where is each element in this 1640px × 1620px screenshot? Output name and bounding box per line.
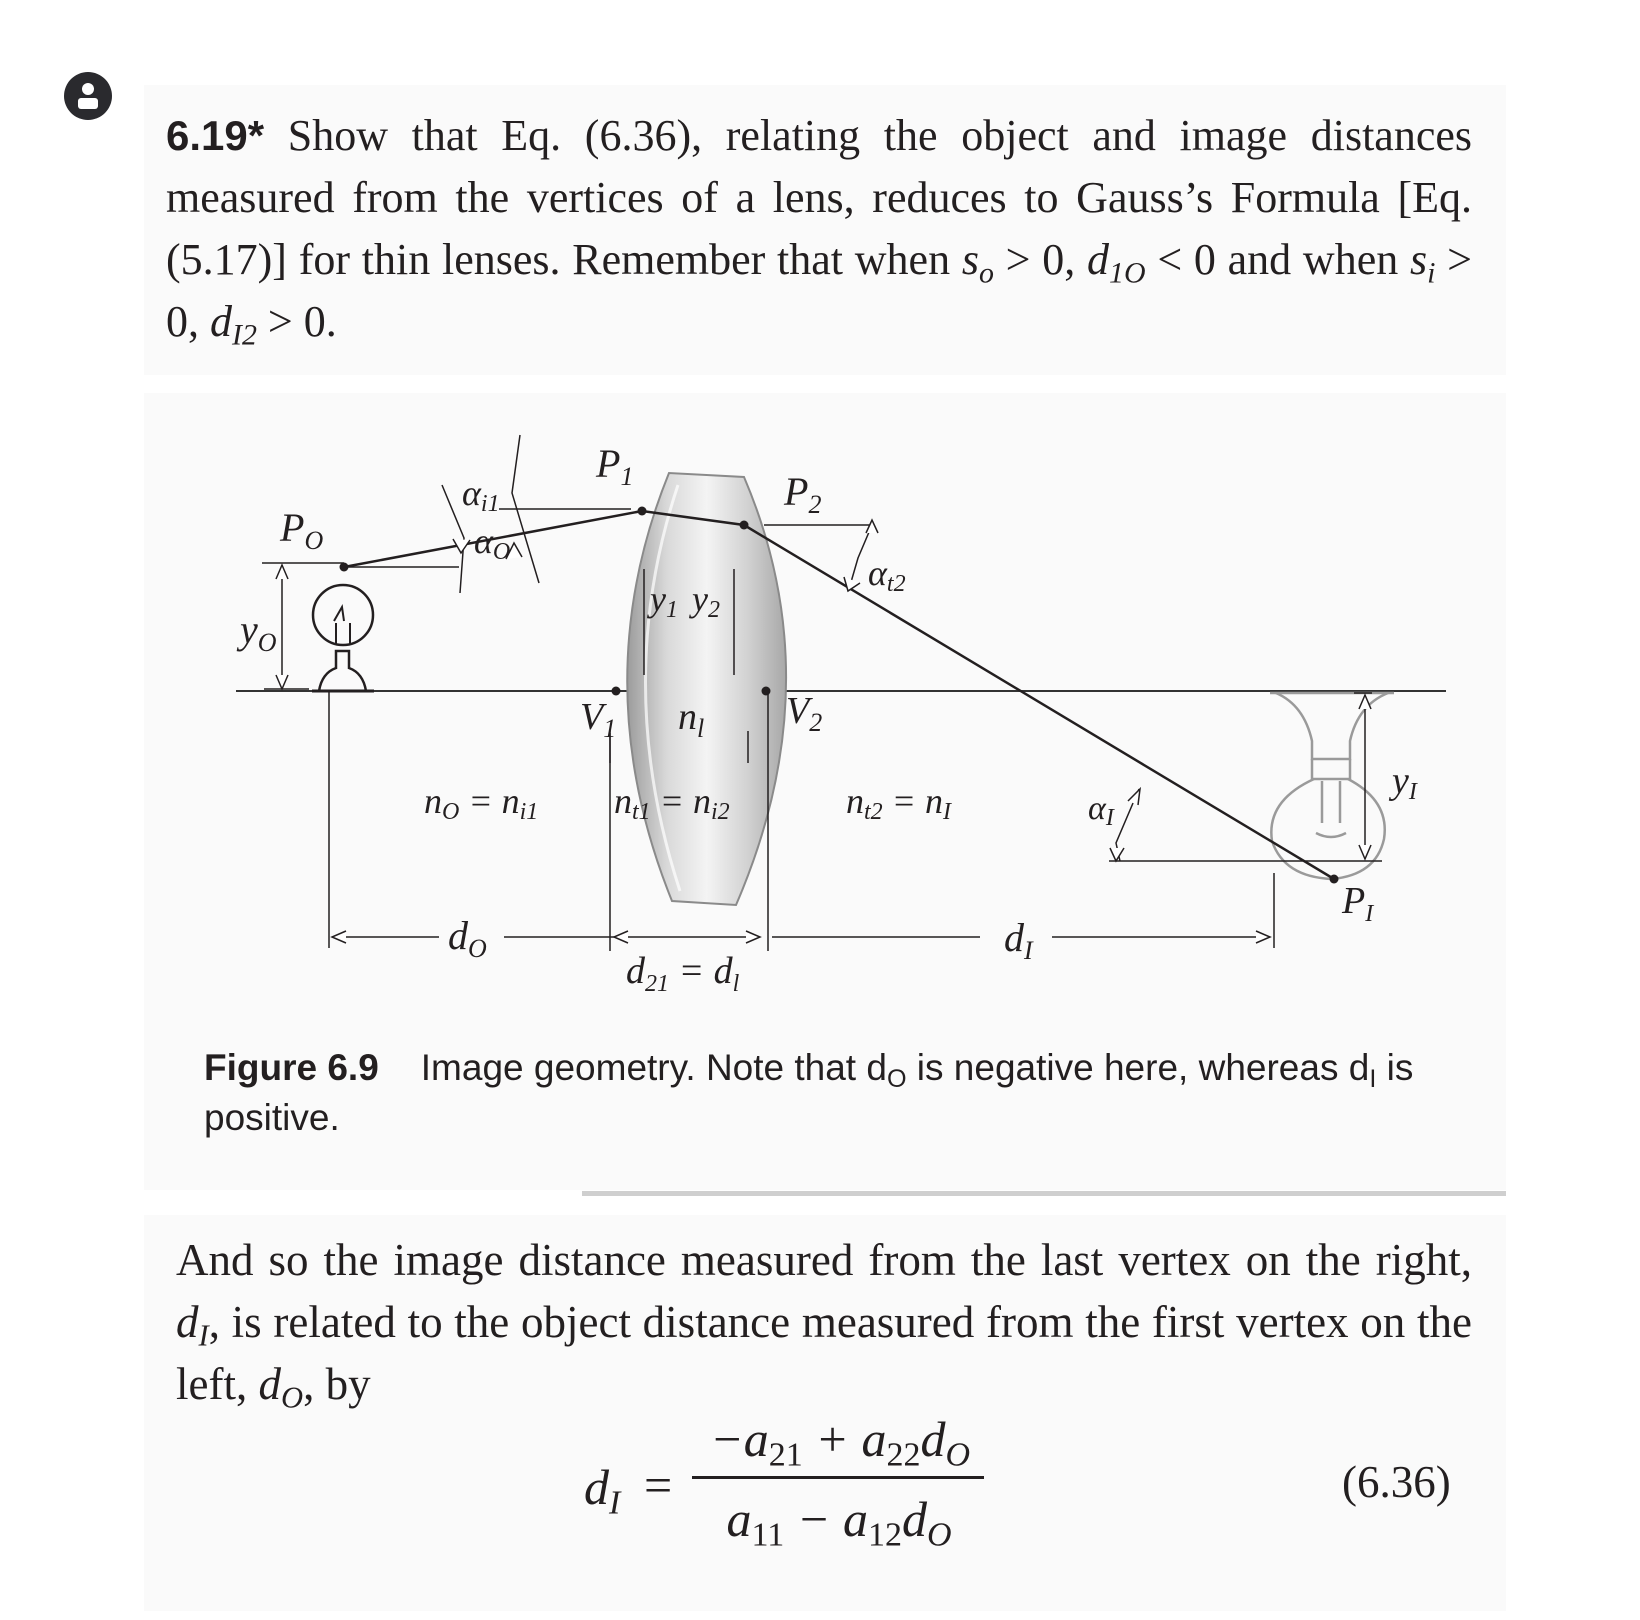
answer-text: And so the image distance measured from the last vertex on the right, $d_I$, is related to the object distance measured from the first vertex on the left, $d_O$, by	[176, 1235, 1472, 1415]
label-d-O: $d_O$	[448, 913, 487, 963]
label-V-2: $V_2$	[786, 690, 823, 737]
user-avatar[interactable]	[64, 72, 112, 120]
label-alpha-O: αO	[474, 521, 511, 565]
label-alpha-I: αI	[1088, 790, 1114, 831]
label-y-O: $y_O$	[240, 607, 277, 657]
label-P-2: $P_2$	[784, 469, 822, 519]
problem-card	[144, 85, 1506, 375]
fraction-bar	[692, 1476, 984, 1479]
label-P-I: $P_I$	[1342, 880, 1374, 927]
label-V-1: $V_1$	[580, 696, 617, 743]
equation-denominator: $a_{11} - a_{12}d_O$	[726, 1491, 952, 1554]
problem-number: 6.19*	[166, 112, 265, 159]
point-P-1	[638, 507, 647, 516]
equation-6-36	[144, 1410, 1506, 1570]
label-n-t2: nt2 = nI	[846, 781, 951, 825]
user-icon	[64, 72, 112, 120]
image-geometry-diagram	[144, 393, 1506, 1033]
equation-equals: =	[644, 1457, 673, 1513]
vertex-V-1	[612, 687, 621, 696]
label-d-I: $d_I$	[1004, 915, 1033, 965]
light-ray	[344, 511, 1334, 879]
vertex-V-2	[762, 687, 771, 696]
label-d-21: $d_{21} = d_l$	[626, 950, 740, 997]
figure-card	[144, 393, 1506, 1190]
answer-card	[144, 1215, 1506, 1611]
label-alpha-t2: αt2	[868, 553, 906, 597]
label-P-O: $P_O$	[280, 505, 324, 555]
equation-number: (6.36)	[1342, 1457, 1451, 1507]
label-y-1: y1	[650, 579, 678, 623]
point-P-2	[740, 521, 749, 530]
label-n-l: $n_l$	[678, 696, 705, 743]
equation-numerator: $-a_{21} + a_{22}d_O$	[709, 1411, 971, 1474]
label-y-2: y2	[692, 579, 720, 623]
figure-caption: Figure 6.9 Image geometry. Note that $d_O$ is negative here, whereas $d_I$ is positive.	[204, 1047, 1414, 1138]
label-y-I: yI	[1392, 760, 1417, 805]
figure-label: Figure 6.9	[204, 1047, 379, 1088]
label-n-O: nO = ni1	[424, 781, 539, 825]
problem-statement: 6.19* Show that Eq. (6.36), relating the object and image distances measured from the vertices of a lens, reduces to Gauss’s Formula [Eq. (5.17)] for thin lenses. Remember that when $s_o > 0$, $d_{1O} < 0$ and when $s_i > 0$, $d_{I2} > 0$.	[166, 111, 1473, 352]
label-alpha-i1: αi1	[462, 473, 500, 517]
point-P-I	[1330, 875, 1339, 884]
section-divider	[582, 1191, 1506, 1196]
object-lamp-icon	[312, 585, 374, 691]
equation-lhs: $d_I$	[584, 1459, 621, 1522]
label-P-1: $P_1$	[596, 441, 634, 491]
label-n-t1: nt1 = ni2	[614, 781, 730, 825]
